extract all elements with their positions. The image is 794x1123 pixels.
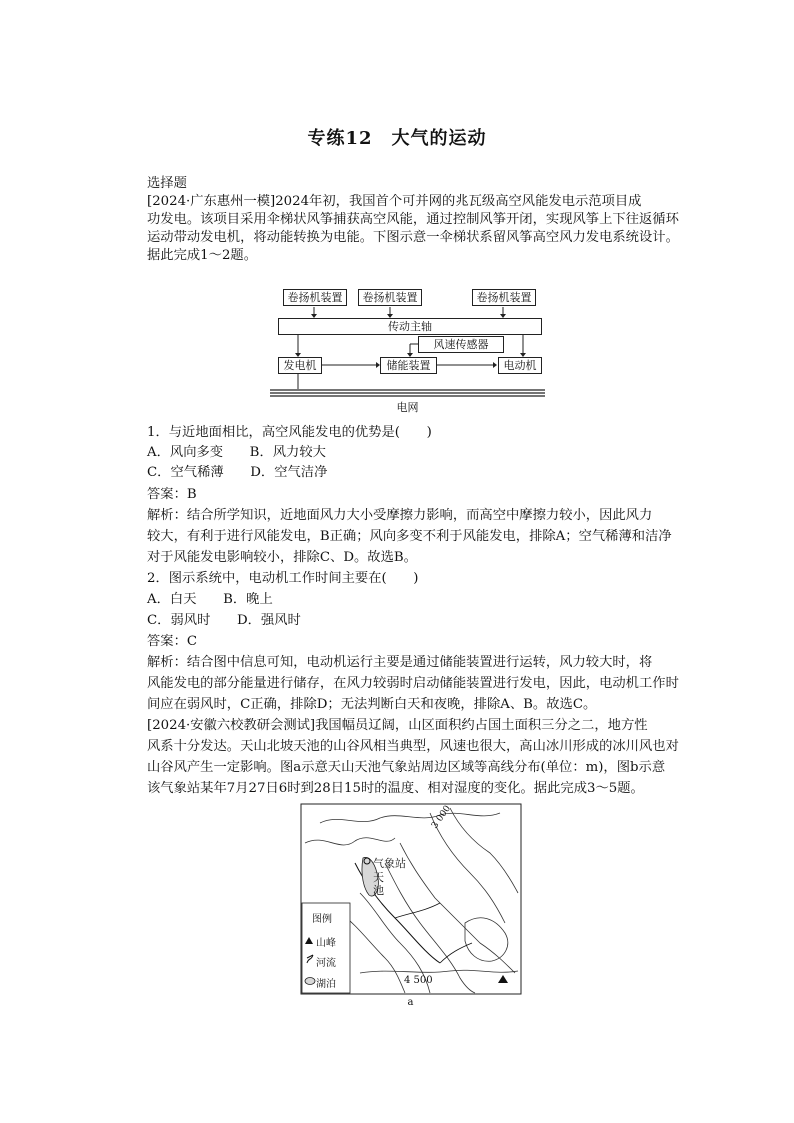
intro1-line-2: 功发电。该项目采用伞梯状风筝捕获高空风能，通过控制风筝开闭，实现风筝上下往返循环 bbox=[147, 212, 679, 227]
lake-label-2: 池 bbox=[373, 884, 384, 897]
q1-options-row1: A．风向多变 B．风力较大 bbox=[147, 445, 326, 460]
q2-options-row2: C．弱风时 D．强风时 bbox=[147, 613, 301, 628]
q2-analysis-3: 间应在弱风时，C正确，排除D；无法判断白天和夜晚，排除A、B。故选C。 bbox=[147, 697, 597, 712]
winch-box-3: 卷扬机装置 bbox=[472, 289, 536, 306]
lake-label-1: 天 bbox=[373, 871, 384, 884]
q1-options-row2: C．空气稀薄 D．空气洁净 bbox=[147, 465, 328, 480]
map-caption: a bbox=[407, 997, 414, 1008]
wind-sensor-box: 风速传感器 bbox=[418, 336, 504, 353]
legend-title: 图例 bbox=[312, 914, 332, 925]
intro2-line-1: [2024·安徽六校教研会测试]我国幅员辽阔，山区面积约占国土面积三分之二，地方性 bbox=[147, 718, 648, 733]
intro1-line-1: [2024·广东惠州一模]2024年初，我国首个可并网的兆瓦级高空风能发电示范项目成 bbox=[147, 194, 642, 209]
q2-analysis-1: 解析：结合图中信息可知，电动机运行主要是通过储能装置进行运转，风力较大时，将 bbox=[147, 655, 653, 670]
section-heading: 选择题 bbox=[147, 176, 187, 191]
motor-box: 电动机 bbox=[498, 357, 542, 374]
intro2-line-3: 山谷风产生一定影响。图a示意天山天池气象站周边区域等高线分布(单位：m)，图b示意 bbox=[147, 760, 666, 775]
generator-box: 发电机 bbox=[278, 357, 322, 374]
kite-power-system-diagram bbox=[270, 283, 545, 413]
legend-river-label: 河流 bbox=[316, 958, 336, 969]
q1-analysis-2: 较大，有利于进行风能发电，B正确；风向多变不利于风能发电，排除A；空气稀薄和洁净 bbox=[147, 529, 672, 544]
intro1-line-4: 据此完成1～2题。 bbox=[147, 248, 257, 263]
q2-analysis-2: 风能发电的部分能量进行储存，在风力较弱时启动储能装置进行发电，因此，电动机工作时 bbox=[147, 676, 679, 691]
tianchi-contour-map bbox=[300, 803, 525, 1008]
winch-box-2: 卷扬机装置 bbox=[358, 289, 422, 306]
contour-label-3000: 3 000 bbox=[430, 803, 453, 831]
q2-answer: 答案：C bbox=[147, 634, 198, 649]
storage-box: 储能装置 bbox=[380, 357, 437, 374]
q1-stem: 1．与近地面相比，高空风能发电的优势是( ) bbox=[147, 425, 432, 440]
transmission-shaft-box: 传动主轴 bbox=[278, 318, 542, 335]
q2-stem: 2．图示系统中，电动机工作时间主要在( ) bbox=[147, 571, 419, 586]
q1-analysis-3: 对于风能发电影响较小，排除C、D。故选B。 bbox=[147, 550, 417, 565]
page-title: 专练12 大气的运动 bbox=[307, 128, 487, 149]
intro2-line-4: 该气象站某年7月27日6时到28日15时的温度、相对湿度的变化。据此完成3～5题。 bbox=[147, 781, 644, 796]
station-label: 气象站 bbox=[373, 857, 406, 870]
contour-label-4500: 4 500 bbox=[404, 975, 433, 986]
intro1-line-3: 运动带动发电机，将动能转换为电能。下图示意一伞梯状系留风筝高空风力发电系统设计。 bbox=[147, 230, 679, 245]
q2-options-row1: A．白天 B．晚上 bbox=[147, 592, 273, 607]
legend-peak-label: 山峰 bbox=[316, 938, 336, 949]
winch-box-1: 卷扬机装置 bbox=[283, 289, 347, 306]
q1-answer: 答案：B bbox=[147, 487, 197, 502]
q1-analysis-1: 解析：结合所学知识，近地面风力大小受摩擦力影响，而高空中摩擦力较小，因此风力 bbox=[147, 508, 653, 523]
grid-label: 电网 bbox=[396, 401, 419, 414]
legend-lake-label: 湖泊 bbox=[316, 979, 336, 990]
intro2-line-2: 风系十分发达。天山北坡天池的山谷风相当典型，风速也很大，高山冰川形成的冰川风也对 bbox=[147, 739, 679, 754]
